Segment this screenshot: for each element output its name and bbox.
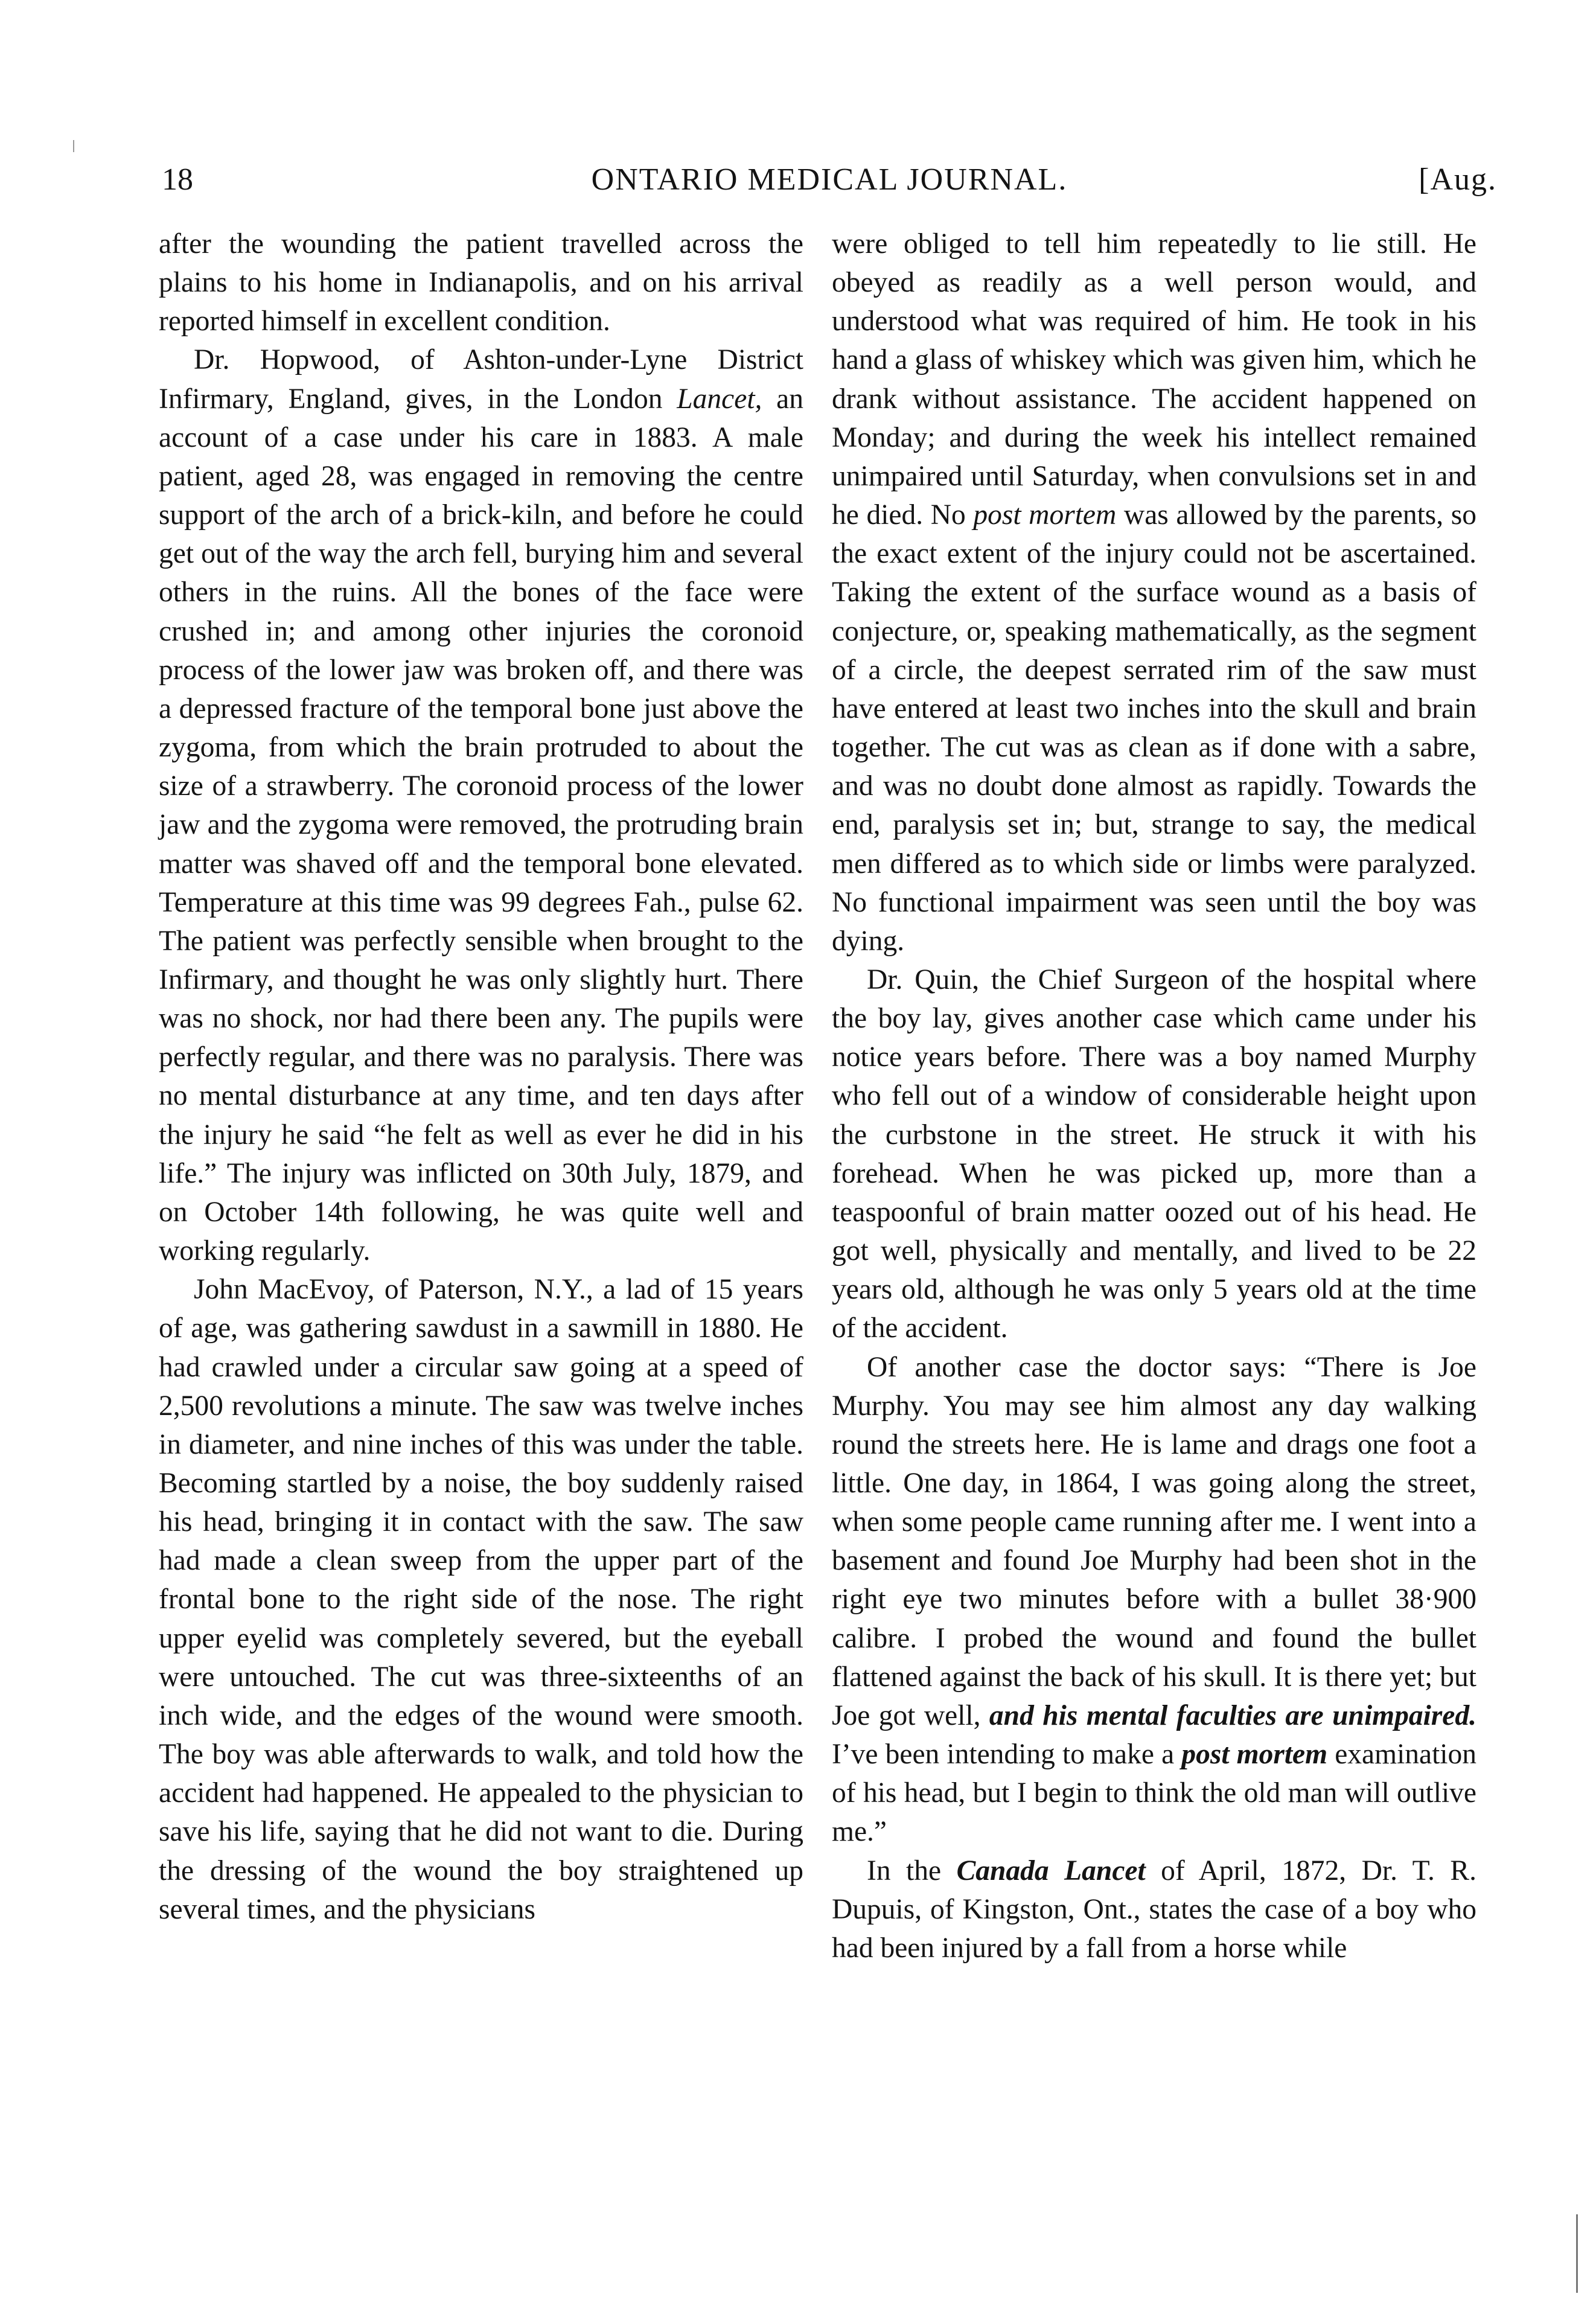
text-run: was allowed by the parents, so the exact extent of the injury could not be ascertained. Taking the extent of the surface wound as a basis of conjecture, or, speaking mathematically, as the segment of a circle, the deepest serrated rim of the saw must have entered at least two inches into the skull and brain together. The cut was as clean as if done with a sabre, and was no doubt done almost as rapidly. Towards the end, paralysis set in; but, strange to say, the medical men differed as to which side or limbs were paralyzed. No functional impairment was seen until the boy was dying. bbox=[832, 499, 1476, 957]
text-run: Of another case the doctor says: “There is Joe Murphy. You may see him almost any day walking round the streets here. He is lame and drags one foot a little. One day, in 1864, I was going along the street, when some people came running after me. I went into a basement and found Joe Murphy had been shot in the right eye two minutes before with a bullet 38·900 calibre. I probed the wound and found the bullet flattened against the back of his skull. It is there yet; but Joe got well, bbox=[832, 1351, 1476, 1731]
page-edge-rule bbox=[1576, 2214, 1578, 2293]
journal-title: ONTARIO MEDICAL JOURNAL. bbox=[591, 162, 1068, 197]
right-column bbox=[832, 225, 1476, 1967]
bold-italic-emphasis: and his mental faculties are unimpaired. bbox=[989, 1699, 1476, 1731]
paragraph-quin-case: Dr. Quin, the Chief Surgeon of the hospital where the boy lay, gives another case which came under his notice years before. There was a boy named Murphy who fell out of a window of considerable height upon the curbstone in the street. He struck it with his forehead. When he was picked up, more than a teaspoonful of brain matter oozed out of his head. He got well, physically and mentally, and lived to be 22 years old, although he was only 5 years old at the time of the accident. bbox=[832, 963, 1476, 1344]
paragraph-continuation bbox=[832, 225, 1476, 960]
paragraph-hopwood-case bbox=[159, 340, 803, 1270]
italic-post-mortem: post mortem bbox=[973, 499, 1117, 531]
italic-lancet: Lancet, bbox=[677, 383, 762, 415]
text-run: In the bbox=[867, 1855, 957, 1887]
bold-italic-canada-lancet: Canada Lancet bbox=[956, 1855, 1146, 1887]
text-run: examination of his head, but I begin to think the old man will outlive me.” bbox=[832, 1739, 1477, 1848]
page-number: 18 bbox=[162, 162, 193, 197]
paragraph-macevoy-case: John MacEvoy, of Paterson, N.Y., a lad of 15 years of age, was gathering sawdust in a sawmill in 1880. He had crawled under a circular saw going at a speed of 2,500 revolutions a minute. The saw was twelve inches in diameter, and nine inches of this was under the table. Becoming startled by a noise, the boy suddenly raised his head, bringing it in contact with the saw. The saw had made a clean sweep from the upper part of the frontal bone to the right side of the nose. The right upper eyelid was completely severed, but the eyeball were untouched. The cut was three-sixteenths of an inch wide, and the edges of the wound were smooth. The boy was able afterwards to walk, and told how the accident had happened. He appealed to the physician to save his life, saying that he did not want to die. During the dressing of the wound the boy straightened up several times, and the physicians bbox=[159, 1274, 803, 1925]
text-run: I’ve been intending to make a bbox=[832, 1739, 1182, 1771]
text-run: of April, 1872, Dr. T. R. Dupuis, of Kingston, Ont., states the case of a boy who had been injured by a fall from a horse while bbox=[832, 1855, 1476, 1964]
paragraph-continuation: after the wounding the patient travelled across the plains to his home in Indianapolis, and on his arrival reported himself in excellent condition. bbox=[159, 228, 803, 337]
left-column bbox=[159, 225, 803, 1929]
scan-mark bbox=[73, 140, 74, 152]
italic-post-mortem: post mortem bbox=[1181, 1739, 1328, 1771]
text-run: Dr. Hopwood, of Ashton-under-Lyne District Infirmary, England, gives, in the London bbox=[159, 344, 803, 415]
text-run: an account of a case under his care in 1883. A male patient, aged 28, was engaged in removing the centre support of the arch of a brick-kiln, and before he could get out of the way the arch fell, burying him and several others in the ruins. All the bones of the face were crushed in; and among other injuries the coronoid process of the lower jaw was broken off, and there was a depressed fracture of the temporal bone just above the zygoma, from which the brain protruded to about the size of a strawberry. The coronoid process of the lower jaw and the zygoma were removed, the protruding brain matter was shaved off and the temporal bone elevated. Temperature at this time was 99 degrees Fah., pulse 62. The patient was perfectly sensible when brought to the Infirmary, and thought he was only slightly hurt. There was no shock, nor had there been any. The pupils were perfectly regular, and there was no paralysis. There was no mental disturbance at any time, and ten days after the injury he said “he felt as well as ever he did in his life.” The injury was inflicted on 30th July, 1879, and on October 14th following, he was quite well and working regularly. bbox=[159, 383, 803, 1267]
running-header bbox=[162, 156, 1497, 204]
paragraph-dupuis-case bbox=[832, 1852, 1476, 1967]
issue-month: [Aug. bbox=[1419, 162, 1497, 197]
text-run: were obliged to tell him repeatedly to lie still. He obeyed as readily as a well person would, and understood what was required of him. He took in his hand a glass of whiskey which was given him, which he drank without assistance. The accident happened on Monday; and during the week his intellect remained unimpaired until Saturday, when convulsions set in and he died. No bbox=[832, 228, 1476, 531]
paragraph-joe-murphy-case bbox=[832, 1348, 1476, 1852]
